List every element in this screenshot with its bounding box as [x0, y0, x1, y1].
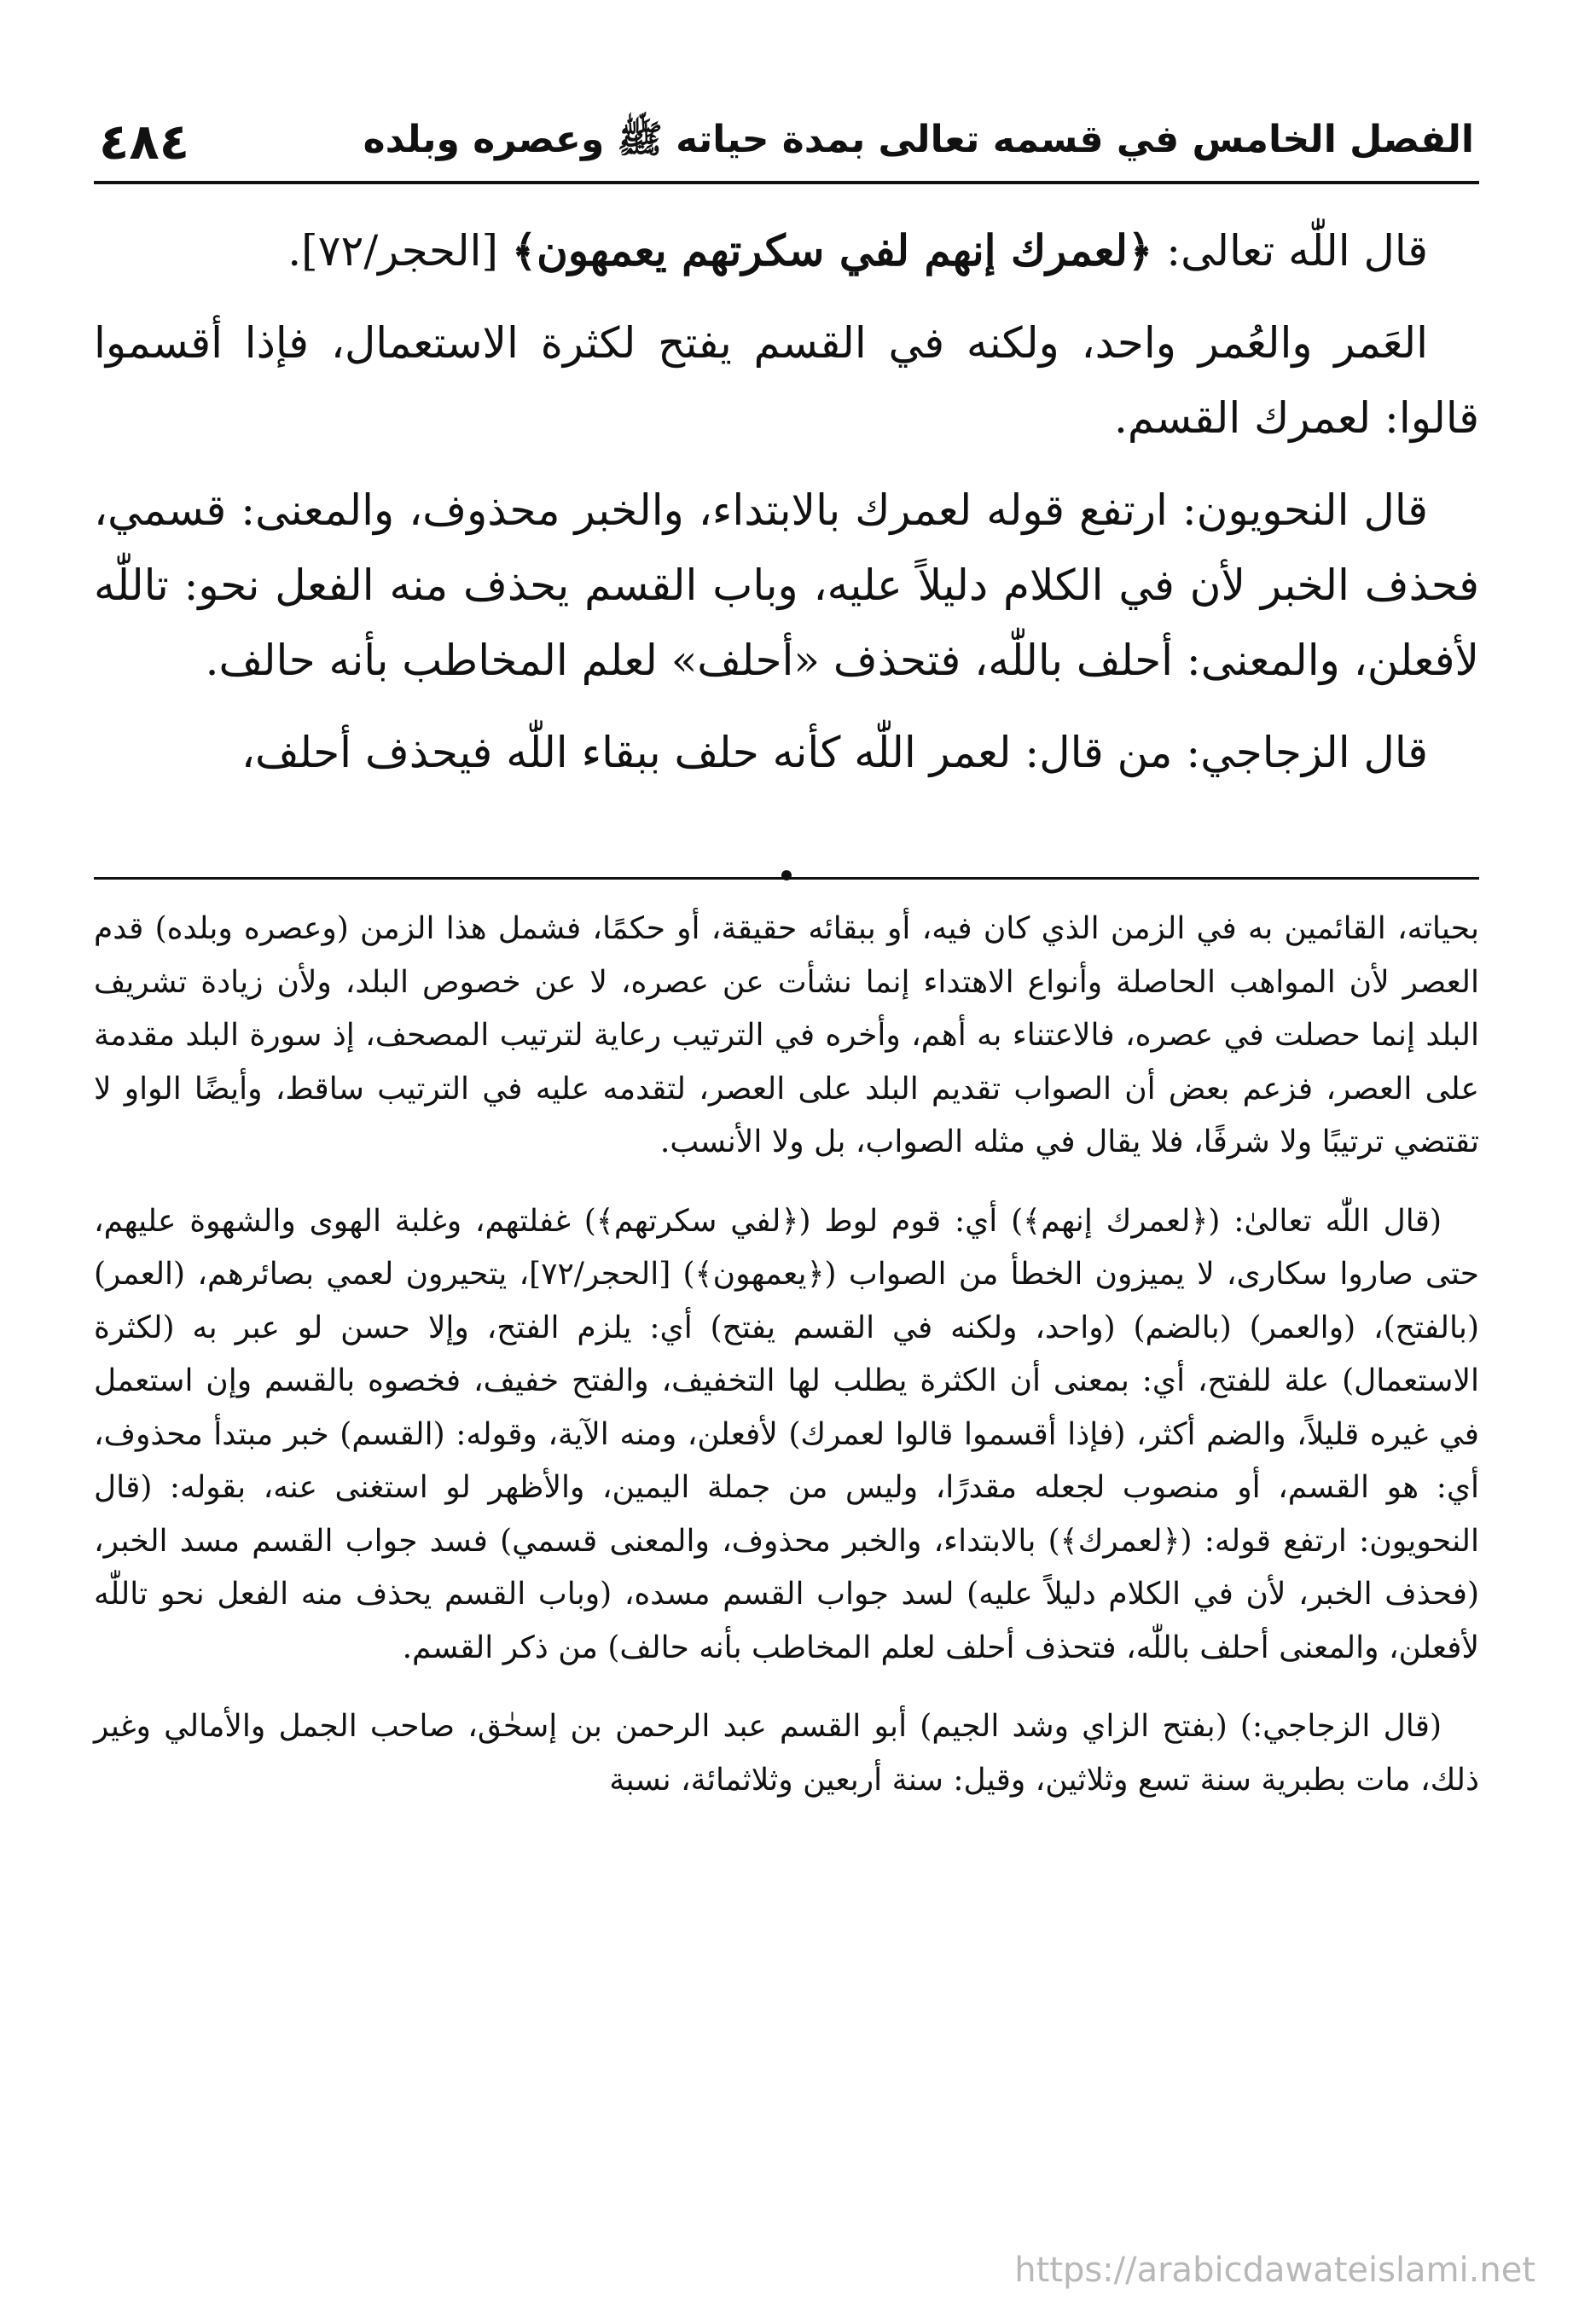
commentary-paragraph-2: (قال اللّٰه تعالىٰ: (﴿لعمرك إنهم﴾) أي: قوم لوط (﴿لفي سكرتهم﴾) غفلتهم، وغلبة الهوى والشهوة عليهم، حتى صاروا سكارى، لا يميزون الخطأ من الصواب (﴿يعمهون﴾) [الحجر/٧٢]، يتحيرون لعمي بصائرهم، (العمر) (بالفتح)، (والعمر) (بالضم) (واحد، ولكنه في القسم يفتح) أي: يلزم الفتح، وإلا حسن لو عبر به (لكثرة الاستعمال) علة للفتح، أي: بمعنى أن الكثرة يطلب لها التخفيف، والفتح خفيف، فخصوه بالقسم وإن استعمل في غيره قليلاً، والضم أكثر، (فإذا أقسموا قالوا لعمرك) لأفعلن، ومنه الآية، وقوله: (القسم) خبر مبتدأ محذوف، أي: هو القسم، أو منصوب لجعله مقدرًا، وليس من جملة اليمين، والأظهر لو استغنى عنه، بقوله: (قال النحويون: ارتفع قوله: (﴿لعمرك﴾) بالابتداء، والخبر محذوف، والمعنى قسمي) فسد جواب القسم مسد الخبر، (فحذف الخبر، لأن في الكلام دليلاً عليه) لسد جواب القسم مسده، (وباب القسم يحذف منه الفعل نحو تاللّٰه لأفعلن، والمعنى أحلف باللّٰه، فتحذف أحلف لعلم المخاطب بأنه حالف) من ذكر القسم.	[94, 1203, 1479, 1665]
verse-intro: قال اللّٰه تعالى:	[1152, 226, 1428, 276]
main-paragraph-4: قال الزجاجي: من قال: لعمر اللّٰه كأنه حلف ببقاء اللّٰه فيحذف أحلف،	[241, 728, 1428, 777]
header-rule	[94, 181, 1479, 184]
main-paragraph-1	[94, 213, 1479, 288]
commentary-paragraph-3: (قال الزجاجي:) (بفتح الزاي وشد الجيم) أبو القسم عبد الرحمن بن إسحٰق، صاحب الجمل والأمالي وغير ذلك، مات بطبرية سنة تسع وثلاثين، وقيل: سنة أربعين وثلاثمائة، نسبة	[94, 1709, 1479, 1798]
main-paragraph-2: العَمر والعُمر واحد، ولكنه في القسم يفتح لكثرة الاستعمال، فإذا أقسموا قالوا: لعمرك القسم.	[94, 318, 1479, 443]
main-paragraph-3: قال النحويون: ارتفع قوله لعمرك بالابتداء، والخبر محذوف، والمعنى: قسمي، فحذف الخبر لأن في الكلام دليلاً عليه، وباب القسم يحذف منه الفعل نحو: تاللّٰه لأفعلن، والمعنى: أحلف باللّٰه، فتحذف «أحلف» لعلم المخاطب بأنه حالف.	[94, 485, 1479, 685]
watermark-url: https://arabicdawateislami.net	[1014, 2251, 1535, 2290]
commentary-section	[94, 903, 1479, 1833]
verse-reference: [الحجر/٧٢].	[287, 226, 512, 276]
main-text	[94, 213, 1479, 790]
page-number: ٤٨٤	[99, 113, 190, 171]
book-page	[94, 102, 1479, 2324]
quran-verse: ﴿لعمرك إنهم لفي سكرتهم يعمهون﴾	[511, 225, 1153, 276]
commentary-paragraph-1: بحياته، القائمين به في الزمن الذي كان فيه، أو ببقائه حقيقة، أو حكمًا، فشمل هذا الزمن (وعصره وبلده) قدم العصر لأن المواهب الحاصلة وأنواع الاهتداء إنما نشأت عن عصره، لا عن خصوص البلد، ولأن زيادة تشريف البلد إنما حصلت في عصره، فالاعتناء به أهم، وأخره في الترتيب رعاية لترتيب المصحف، إذ سورة البلد مقدمة على العصر، فزعم بعض أن الصواب تقديم البلد على العصر، لتقدمه عليه في الترتيب ساقط، وأيضًا الواو لا تقتضي ترتيبًا ولا شرفًا، فلا يقال في مثله الصواب، بل ولا الأنسب.	[94, 911, 1479, 1159]
page-header	[94, 102, 1479, 179]
divider-dot	[781, 870, 792, 880]
running-title: الفصل الخامس في قسمه تعالى بمدة حياته ﷺ وعصره وبلده	[363, 118, 1474, 161]
